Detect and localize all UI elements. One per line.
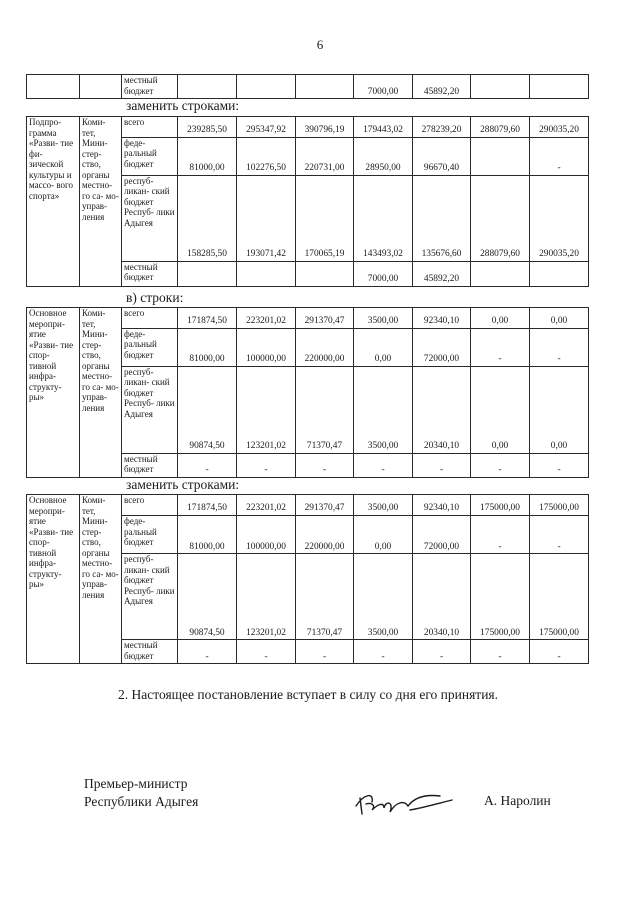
- value-cell: [530, 261, 589, 286]
- value-cell: -: [530, 516, 589, 554]
- value-cell: 175000,00: [530, 495, 589, 516]
- value-cell: -: [237, 640, 296, 664]
- value-cell: 390796,19: [296, 117, 354, 138]
- handwritten-signature: [350, 788, 460, 822]
- signer-title-line1: Премьер-министр: [84, 776, 188, 791]
- value-cell: 0,00: [471, 366, 530, 453]
- program-cell: Подпро- грамма «Разви- тие фи- зической культуры и массо- вого спорта»: [27, 117, 80, 287]
- value-cell: 220000,00: [296, 328, 354, 366]
- value-cell: 90874,50: [178, 554, 237, 640]
- value-cell: 291370,47: [296, 495, 354, 516]
- value-cell: -: [530, 640, 589, 664]
- value-cell: [530, 75, 589, 99]
- value-cell: [471, 137, 530, 175]
- value-cell: 81000,00: [178, 328, 237, 366]
- value-cell: 0,00: [471, 308, 530, 329]
- value-cell: 0,00: [530, 366, 589, 453]
- value-cell: 3500,00: [354, 554, 413, 640]
- value-cell: 220731,00: [296, 137, 354, 175]
- row-label-federal: феде- ральный бюджет: [122, 137, 178, 175]
- value-cell: 179443,02: [354, 117, 413, 138]
- value-cell: 81000,00: [178, 137, 237, 175]
- row-label-local: местный бюджет: [122, 75, 178, 99]
- value-cell: 239285,50: [178, 117, 237, 138]
- executor-cell: Коми- тет, Мини- стер- ство, органы местно- го са- мо- управ- ления: [80, 495, 122, 664]
- value-cell: [296, 75, 354, 99]
- executor-cell: Коми- тет, Мини- стер- ство, органы местно- го са- мо- управ- ления: [80, 308, 122, 478]
- value-cell: [178, 75, 237, 99]
- value-cell: 3500,00: [354, 308, 413, 329]
- program-cell: [27, 75, 80, 99]
- value-cell: 288079,60: [471, 175, 530, 261]
- value-cell: 175000,00: [530, 554, 589, 640]
- value-cell: 71370,47: [296, 554, 354, 640]
- executor-cell: Коми- тет, Мини- стер- ство, органы местно- го са- мо- управ- ления: [80, 117, 122, 287]
- value-cell: 28950,00: [354, 137, 413, 175]
- value-cell: 135676,60: [413, 175, 471, 261]
- row-label-total: всего: [122, 308, 178, 329]
- row-label-local: местный бюджет: [122, 640, 178, 664]
- value-cell: 193071,42: [237, 175, 296, 261]
- table-block-2: [26, 307, 589, 478]
- value-cell: -: [296, 640, 354, 664]
- value-cell: -: [354, 640, 413, 664]
- value-cell: [237, 261, 296, 286]
- value-cell: -: [178, 453, 237, 477]
- executor-cell: [80, 75, 122, 99]
- value-cell: 3500,00: [354, 366, 413, 453]
- table-block-3: [26, 494, 589, 664]
- value-cell: -: [354, 453, 413, 477]
- value-cell: 220000,00: [296, 516, 354, 554]
- value-cell: 171874,50: [178, 495, 237, 516]
- row-label-federal: феде- ральный бюджет: [122, 328, 178, 366]
- heading-replace-2: заменить строками:: [126, 477, 240, 492]
- value-cell: 123201,02: [237, 366, 296, 453]
- row-label-total: всего: [122, 117, 178, 138]
- value-cell: 290035,20: [530, 175, 589, 261]
- value-cell: -: [530, 453, 589, 477]
- value-cell: 72000,00: [413, 516, 471, 554]
- value-cell: -: [530, 328, 589, 366]
- value-cell: 3500,00: [354, 495, 413, 516]
- page-number: 6: [316, 37, 324, 52]
- table-continuation: [26, 74, 589, 99]
- row-label-local: местный бюджет: [122, 453, 178, 477]
- value-cell: 171874,50: [178, 308, 237, 329]
- value-cell: 7000,00: [354, 75, 413, 99]
- value-cell: 223201,02: [237, 495, 296, 516]
- value-cell: 20340,10: [413, 554, 471, 640]
- value-cell: 288079,60: [471, 117, 530, 138]
- value-cell: 158285,50: [178, 175, 237, 261]
- value-cell: 90874,50: [178, 366, 237, 453]
- value-cell: 20340,10: [413, 366, 471, 453]
- value-cell: 71370,47: [296, 366, 354, 453]
- value-cell: [296, 261, 354, 286]
- value-cell: 278239,20: [413, 117, 471, 138]
- value-cell: -: [296, 453, 354, 477]
- value-cell: 175000,00: [471, 554, 530, 640]
- value-cell: -: [471, 328, 530, 366]
- value-cell: -: [471, 640, 530, 664]
- value-cell: -: [530, 137, 589, 175]
- program-cell: Основное меропри- ятие «Разви- тие спор- тивной инфра- структу- ры»: [27, 308, 80, 478]
- table-row: [27, 75, 589, 99]
- value-cell: 0,00: [530, 308, 589, 329]
- value-cell: 223201,02: [237, 308, 296, 329]
- value-cell: 45892,20: [413, 75, 471, 99]
- value-cell: -: [178, 640, 237, 664]
- value-cell: -: [413, 640, 471, 664]
- value-cell: -: [471, 453, 530, 477]
- value-cell: 100000,00: [237, 516, 296, 554]
- value-cell: 0,00: [354, 328, 413, 366]
- value-cell: 96670,40: [413, 137, 471, 175]
- value-cell: 92340,10: [413, 308, 471, 329]
- signer-title: [84, 775, 198, 811]
- value-cell: 7000,00: [354, 261, 413, 286]
- row-label-republic: респуб- ликан- ский бюджет Респуб- лики Адыгея: [122, 366, 178, 453]
- value-cell: 100000,00: [237, 328, 296, 366]
- table-block-1: [26, 116, 589, 287]
- row-label-total: всего: [122, 495, 178, 516]
- row-label-republic: респуб- ликан- ский бюджет Респуб- лики Адыгея: [122, 175, 178, 261]
- value-cell: 45892,20: [413, 261, 471, 286]
- value-cell: 291370,47: [296, 308, 354, 329]
- value-cell: 0,00: [354, 516, 413, 554]
- value-cell: 290035,20: [530, 117, 589, 138]
- program-cell: Основное меропри- ятие «Разви- тие спор- тивной инфра- структу- ры»: [27, 495, 80, 664]
- value-cell: 175000,00: [471, 495, 530, 516]
- table-row: [27, 117, 589, 138]
- value-cell: [178, 261, 237, 286]
- value-cell: 170065,19: [296, 175, 354, 261]
- signer-name: А. Наролин: [484, 793, 551, 808]
- value-cell: [471, 261, 530, 286]
- value-cell: 81000,00: [178, 516, 237, 554]
- row-label-republic: респуб- ликан- ский бюджет Респуб- лики Адыгея: [122, 554, 178, 640]
- value-cell: 92340,10: [413, 495, 471, 516]
- value-cell: [471, 75, 530, 99]
- value-cell: 102276,50: [237, 137, 296, 175]
- value-cell: 295347,92: [237, 117, 296, 138]
- value-cell: 143493,02: [354, 175, 413, 261]
- value-cell: -: [237, 453, 296, 477]
- value-cell: 123201,02: [237, 554, 296, 640]
- value-cell: -: [471, 516, 530, 554]
- row-label-federal: феде- ральный бюджет: [122, 516, 178, 554]
- heading-lines: в) строки:: [126, 290, 184, 305]
- row-label-local: местный бюджет: [122, 261, 178, 286]
- value-cell: 72000,00: [413, 328, 471, 366]
- value-cell: [237, 75, 296, 99]
- heading-replace-1: заменить строками:: [126, 98, 240, 113]
- paragraph-2: 2. Настоящее постановление вступает в силу со дня его принятия.: [118, 687, 499, 702]
- table-row: [27, 495, 589, 516]
- table-row: [27, 308, 589, 329]
- value-cell: -: [413, 453, 471, 477]
- signer-title-line2: Республики Адыгея: [84, 794, 199, 809]
